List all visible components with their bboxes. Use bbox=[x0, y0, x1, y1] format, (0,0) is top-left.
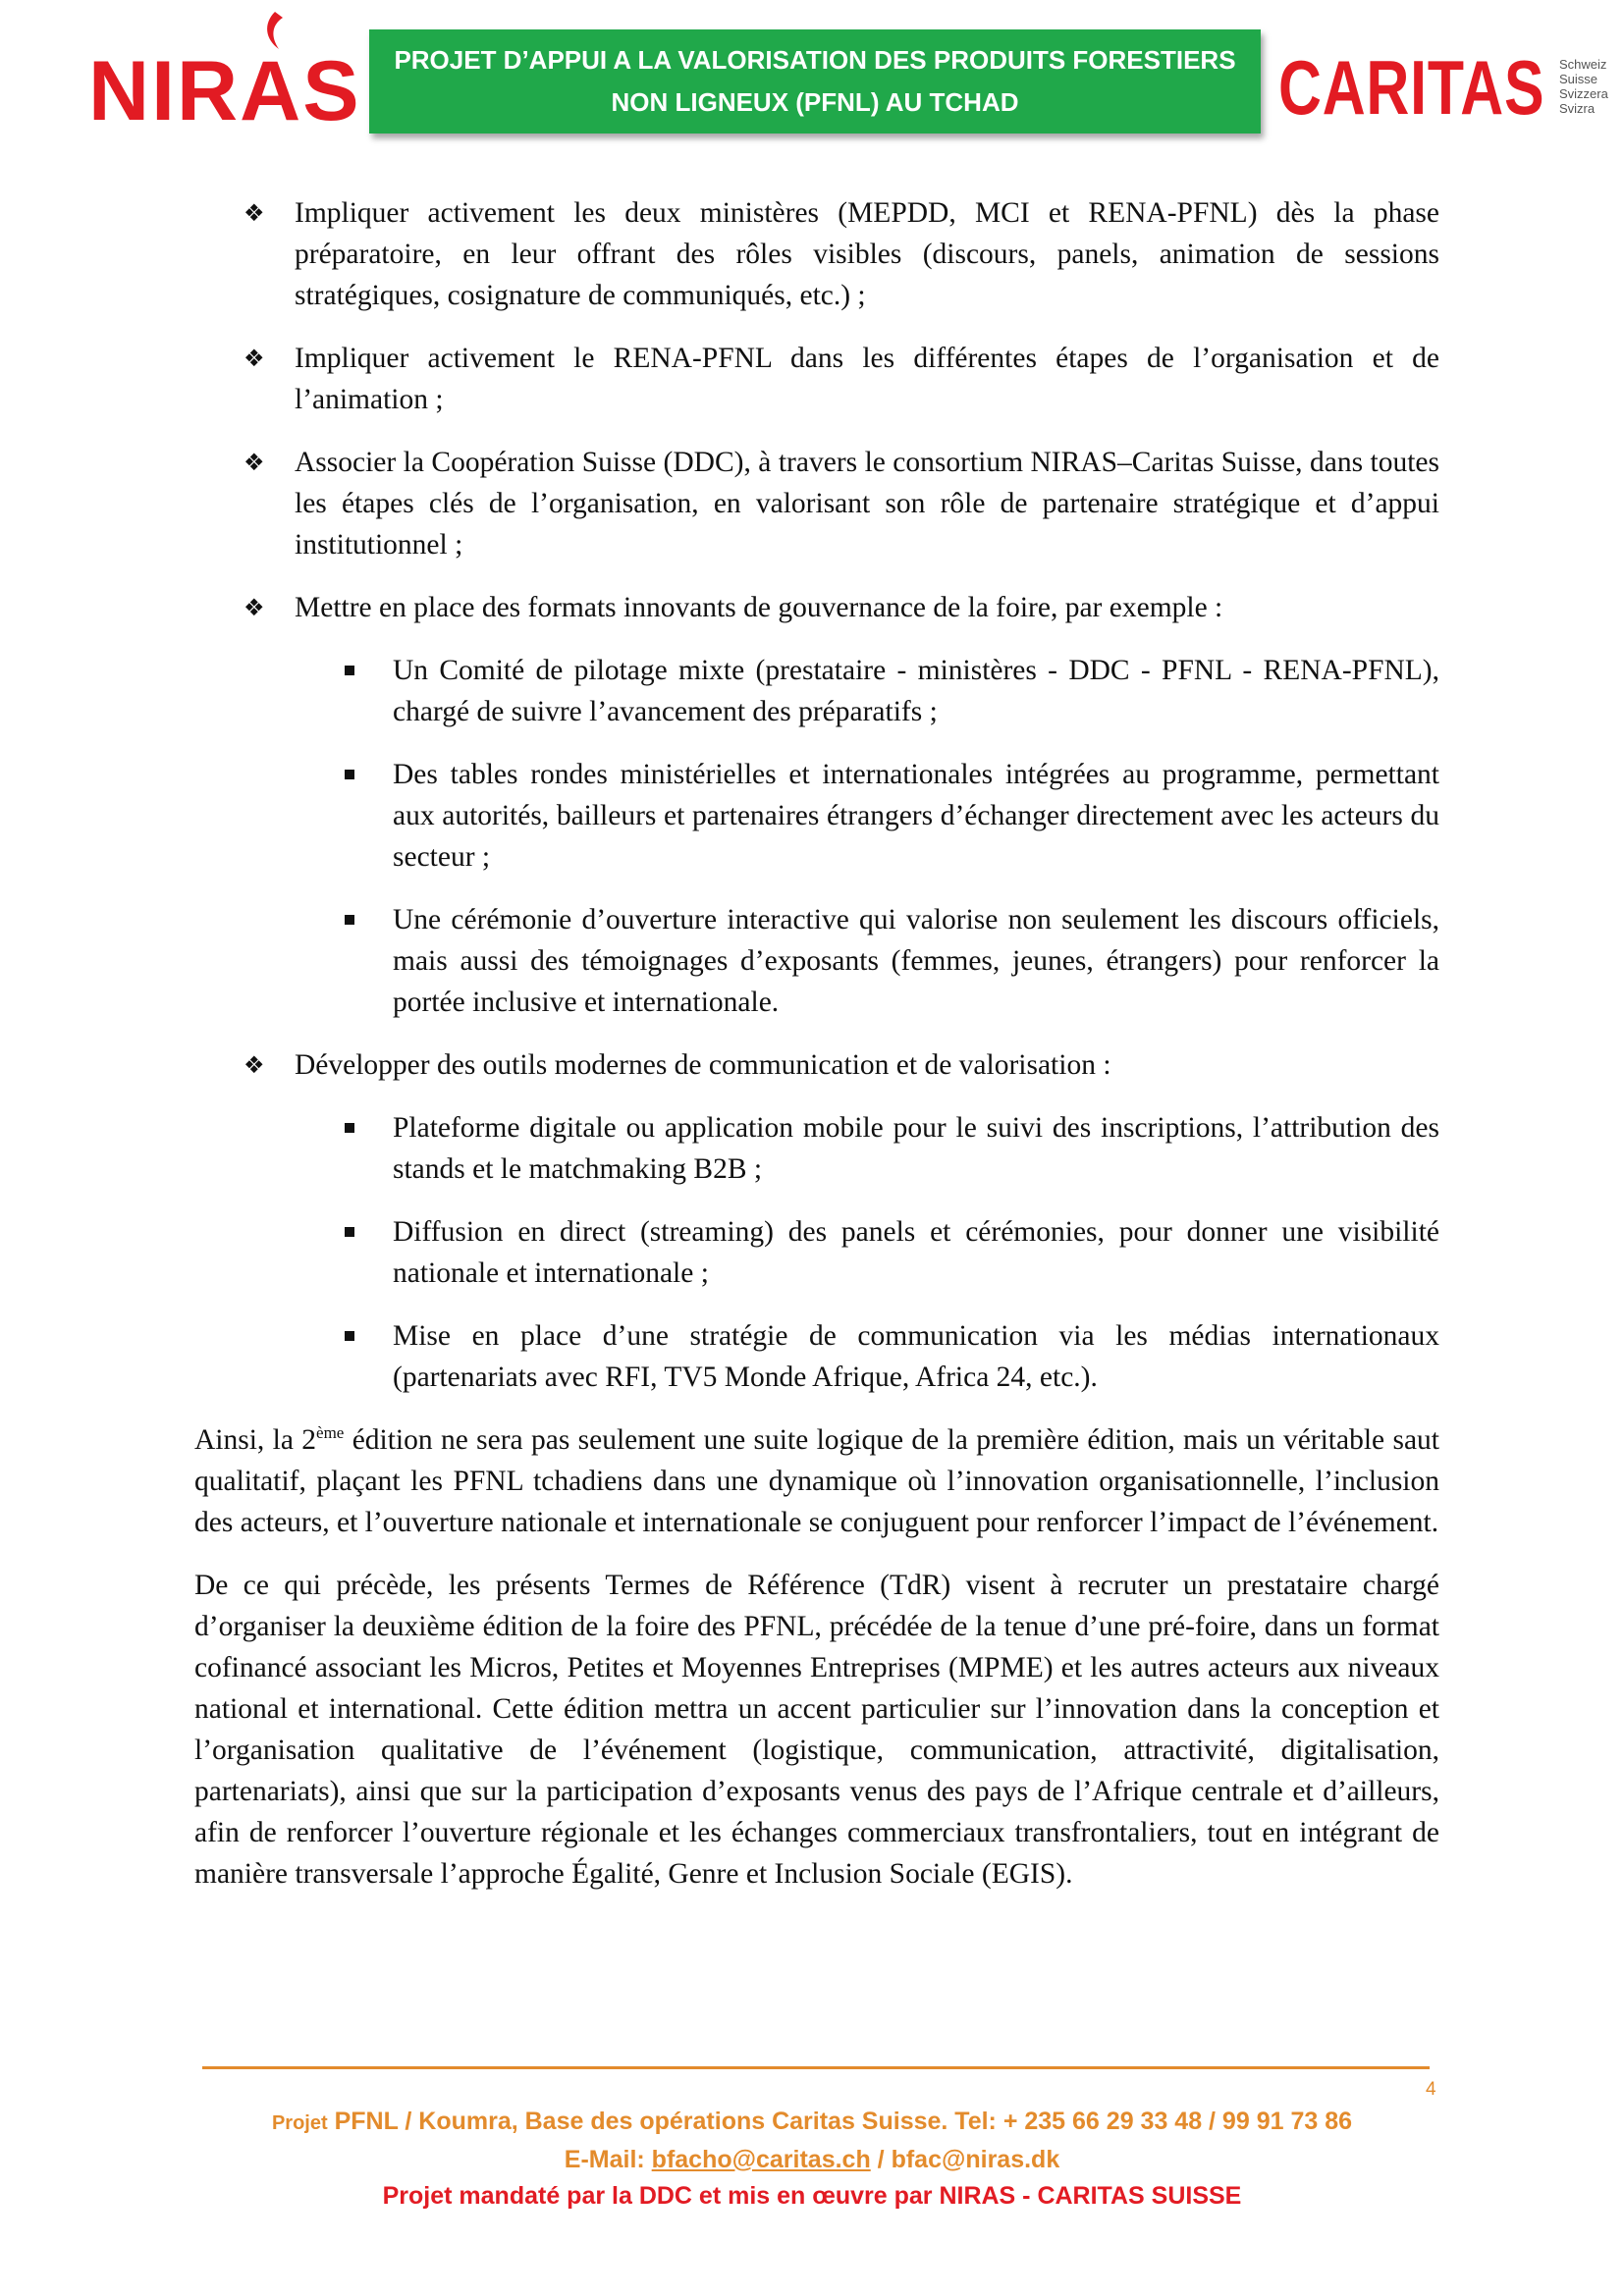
niras-logo bbox=[88, 39, 361, 138]
para1-superscript: ème bbox=[316, 1423, 345, 1443]
sub-bullet-text: Un Comité de pilotage mixte (prestataire - ministères - DDC - PFNL - RENA-PFNL), chargé de suivre l’avancement des préparatifs ; bbox=[393, 655, 1439, 727]
sub-bullet-text: Plateforme digitale ou application mobile pour le suivi des inscriptions, l’attribution des stands et le matchmaking B2B ; bbox=[393, 1112, 1439, 1185]
para1-before: Ainsi, la 2 bbox=[194, 1424, 317, 1456]
square-bullet-icon bbox=[345, 1227, 354, 1237]
bullet-text: Associer la Coopération Suisse (DDC), à travers le consortium NIRAS–Caritas Suisse, dans toutes les étapes clés de l’organisation, en valorisant son rôle de partenaire stratégique et d’appui institutionnel ; bbox=[295, 447, 1439, 561]
diamond-bullet-icon: ❖ bbox=[244, 199, 265, 227]
page-header bbox=[0, 0, 1624, 177]
tdr-paragraph: De ce qui précède, les présents Termes de Référence (TdR) visent à recruter un prestataire chargé d’organiser la deuxième édition de la foire des PFNL, précédée de la tenue d’une pré-foire, dans un format cofinancé associant les Micros, Petites et Moyennes Entreprises (MPME) et les autres acteurs aux niveaux national et international. Cette édition mettra un accent particulier sur l’innovation dans la conception et l’organisation qualitative de l’événement (logistique, communication, attractivité, digitalisation, partenariats), ainsi que sur la participation d’exposants venus des pays de l’Afrique centrale et d’ailleurs, afin de renforcer l’ouverture régionale et les échanges commerciaux transfrontaliers, tout en intégrant de manière transversale l’approche Égalité, Genre et Inclusion Sociale (EGIS). bbox=[194, 1570, 1439, 1890]
banner-line-2: NON LIGNEUX (PFNL) AU TCHAD bbox=[611, 87, 1019, 117]
document-body bbox=[194, 192, 1439, 1916]
project-title-banner bbox=[369, 29, 1261, 133]
square-bullet-icon bbox=[345, 1123, 354, 1133]
diamond-bullet-item bbox=[194, 1044, 1439, 1086]
sub-bullet-text: Des tables rondes ministérielles et internationales intégrées au programme, permettant aux autorités, bailleurs et partenaires étrangers d’échanger directement avec les acteurs du secteur ; bbox=[393, 759, 1439, 873]
diamond-bullet-item bbox=[194, 587, 1439, 628]
square-bullet-item bbox=[194, 899, 1439, 1023]
diamond-bullet-icon: ❖ bbox=[244, 345, 265, 372]
diamond-bullet-item bbox=[194, 192, 1439, 316]
footer-email-label: E-Mail: bbox=[564, 2146, 652, 2173]
caritas-languages bbox=[1559, 57, 1608, 116]
footer-address: PFNL / Koumra, Base des opérations Caritas Suisse. Tel: + 235 66 29 33 48 / 99 91 73 86 bbox=[327, 2108, 1353, 2135]
bullet-text: Mettre en place des formats innovants de gouvernance de la foire, par exemple : bbox=[295, 592, 1223, 623]
square-bullet-item bbox=[194, 650, 1439, 732]
diamond-bullet-item bbox=[194, 338, 1439, 420]
footer-address-line bbox=[0, 2104, 1624, 2142]
square-bullet-item bbox=[194, 1107, 1439, 1190]
banner-line-1: PROJET D’APPUI A LA VALORISATION DES PRODUITS FORESTIERS bbox=[394, 45, 1236, 75]
square-bullet-item bbox=[194, 754, 1439, 878]
caritas-lang: Suisse bbox=[1559, 72, 1598, 86]
bullet-text: Impliquer activement le RENA-PFNL dans les différentes étapes de l’organisation et de l’animation ; bbox=[295, 343, 1439, 415]
footer-email-line bbox=[0, 2142, 1624, 2178]
diamond-bullet-icon: ❖ bbox=[244, 449, 265, 476]
caritas-lang: Svizzera bbox=[1559, 86, 1608, 101]
footer-divider bbox=[202, 2066, 1430, 2069]
bullet-text: Développer des outils modernes de communication et de valorisation : bbox=[295, 1049, 1111, 1081]
bullet-text: Impliquer activement les deux ministères (MEPDD, MCI et RENA-PFNL) dès la phase préparatoire, en leur offrant des rôles visibles (discours, panels, animation de sessions stratégiques, cosignature de communiqués, etc.) ; bbox=[295, 197, 1439, 311]
footer-mandate-line: Projet mandaté par la DDC et mis en œuvre par NIRAS - CARITAS SUISSE bbox=[382, 2182, 1242, 2210]
footer-email-second: / bfac@niras.dk bbox=[870, 2146, 1060, 2173]
square-bullet-icon bbox=[345, 770, 354, 779]
footer-project-label: Projet bbox=[271, 2112, 328, 2134]
square-bullet-item bbox=[194, 1315, 1439, 1398]
caritas-logo-text: CARITAS bbox=[1278, 44, 1545, 131]
caritas-lang: Svizra bbox=[1559, 101, 1596, 116]
sub-bullet-text: Une cérémonie d’ouverture interactive qui valorise non seulement les discours officiels, mais aussi des témoignages d’exposants (femmes, jeunes, étrangers) pour renforcer la portée inclusive et internationale. bbox=[393, 904, 1439, 1018]
niras-logo-text: NIRAS bbox=[88, 44, 361, 138]
square-bullet-item bbox=[194, 1211, 1439, 1294]
diamond-bullet-icon: ❖ bbox=[244, 594, 265, 621]
square-bullet-icon bbox=[345, 666, 354, 675]
diamond-bullet-icon: ❖ bbox=[244, 1051, 265, 1079]
square-bullet-icon bbox=[345, 1331, 354, 1341]
conclusion-paragraph bbox=[194, 1419, 1439, 1543]
caritas-lang: Schweiz bbox=[1559, 57, 1607, 72]
page-footer bbox=[0, 2104, 1624, 2215]
sub-bullet-text: Mise en place d’une stratégie de communication via les médias internationaux (partenariats avec RFI, TV5 Monde Afrique, Africa 24, etc.). bbox=[393, 1320, 1439, 1393]
diamond-bullet-item bbox=[194, 442, 1439, 565]
page-number: 4 bbox=[1426, 2079, 1436, 2100]
footer-email-link[interactable]: bfacho@caritas.ch bbox=[651, 2146, 871, 2173]
square-bullet-icon bbox=[345, 915, 354, 925]
sub-bullet-text: Diffusion en direct (streaming) des panels et cérémonies, pour donner une visibilité nationale et internationale ; bbox=[393, 1216, 1439, 1289]
para1-after: édition ne sera pas seulement une suite logique de la première édition, mais un véritable saut qualitatif, plaçant les PFNL tchadiens dans une dynamique où l’innovation organisationnelle, l’inclusion des acteurs, et l’ouverture nationale et internationale se conjuguent pour renforcer l’impact de l’événement. bbox=[194, 1424, 1440, 1538]
